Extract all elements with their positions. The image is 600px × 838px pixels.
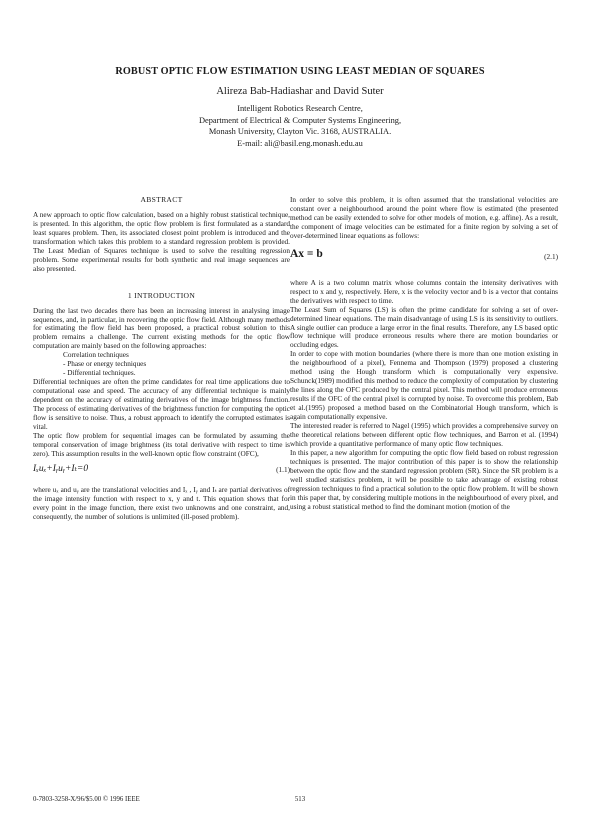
approach-list: [33, 351, 290, 378]
body-paragraph: In this paper, a new algorithm for computing the optic flow field based on robust regression techniques is presented. The major contribution of this paper is to show the relationship between the optic flow and the standard regression problem (SR). Since the SR problem is a well studied statistics problem, it will be possible to take advantage of existing robust regression techniques to find a practical solution to the optic flow problem. It will be shown in this paper that, by considering multiple motions in the neighbourhood of every pixel, and using a robust statistical method to find the dominant motion (motion of the: [290, 448, 558, 511]
left-column: [33, 196, 290, 522]
affiliation-line: Intelligent Robotics Research Centre,: [237, 104, 363, 113]
equation-number: (1.1): [276, 465, 290, 474]
paper-authors: Alireza Bab-Hadiashar and David Suter: [216, 86, 384, 97]
intro-paragraph: Differential techniques are often the prime candidates for real time applications due to computational ease and speed. The accuracy of any differential technique is mainly dependent on the accuracy of estimating derivatives of the image brightness function. The process of estimating derivatives of the brightness function for computing the optic flow is sensitive to noise. Thus, a robust approach to identify the corrupted estimates is vital.: [33, 378, 290, 431]
abstract-heading: ABSTRACT: [140, 195, 183, 204]
body-paragraph: In order to solve this problem, it is often assumed that the translational velocities are constant over a neighbourhood around the point where flow is estimated (the presented method can be easily extended to solve for other models of motion, e.g. affine). As a result, the component of image velocities can be estimated for a finite region by solving a set of over-determined linear equations as follows:: [290, 196, 558, 240]
equation-body: Iₓuₓ+Iᵧuᵧ+Iₜ=0: [33, 463, 89, 474]
intro-paragraph: During the last two decades there has been an increasing interest in analysing image sequences, and, in particular, in recovering the optic flow field. Although many methods for estimating the flow field has been proposed, a practical robust solution to this problem remains a challenge. The current existing methods for the optic flow computation are mainly based on the following approaches:: [33, 306, 290, 351]
list-item: - Phase or energy techniques: [63, 360, 147, 369]
equation-linear-system: [290, 247, 558, 271]
equation-body: Ax = b: [290, 247, 323, 260]
copyright-notice: 0-7803-3258-X/96/$5.00 © 1996 IEEE: [33, 796, 140, 803]
paper-title: ROBUST OPTIC FLOW ESTIMATION USING LEAST MEDIAN OF SQUARES: [115, 66, 485, 77]
page-number: 513: [294, 796, 306, 803]
body-paragraph: The Least Sum of Squares (LS) is often the prime candidate for solving a set of over-determined linear equations. The main disadvantage of using LS is its sensitivity to outliers. A single outlier can produce a large error in the final results. Therefore, any LS based optic flow technique will produce erroneous results where there are motion boundaries or occluding edges.: [290, 305, 558, 350]
equation-ofc: [33, 464, 290, 481]
right-column: [290, 196, 558, 512]
intro-paragraph: where uₓ and uᵧ are the translational velocities and Iₓ , Iᵧ and Iₜ are partial derivatives of the image intensity function with respect to x, y and t. This equation shows that for every point in the image function, there exist two unknowns and one constraint, and, consequently, the number of solutions is unlimited (ill-posed problem).: [33, 485, 290, 521]
author-affiliation: [40, 103, 560, 149]
abstract-text: A new approach to optic flow calculation, based on a highly robust statistical technique, is presented. In this algorithm, the optic flow problem is first formulated as a standard least squares problem. Then, its associated closest point problem is introduced and the transformation which takes this problem to a standard regression problem is provided. The Least Median of Squares technique is used to solve the resulting regression problem. Some experimental results for both synthetic and real image sequences are also presented.: [33, 210, 290, 273]
body-paragraph: In order to cope with motion boundaries (where there is more than one motion existing in the neighbourhood of a pixel), Fennema and Thompson (1979) proposed a clustering method using the Hough transform which is computationally very expensive. Schunck(1989) modified this method to reduce the complexity of computation by clustering the lines along the OFC produced by the central pixel. This method will produce erroneous results if the OFC of the central pixel is corrupted by noise. To overcome this problem, Bab et al.(1995) proposed a method based on the Combinatorial Hough transform, which is again computationally expensive.: [290, 350, 558, 422]
intro-paragraph: The optic flow problem for sequential images can be formulated by assuming the temporal conservation of image brightness (its total derivative with respect to time is zero). This assumption results in the well-known optic flow constraint (OFC),: [33, 431, 290, 458]
body-paragraph: The interested reader is referred to Nagel (1995) which provides a comprehensive survey on the theoretical relations between different optic flow techniques, and Barron et al. (1994) which provide a quantitative performance of many optic flow techniques.: [290, 422, 558, 448]
list-item: Correlation techniques: [63, 351, 129, 360]
equation-number: (2.1): [544, 252, 558, 261]
body-paragraph: where A is a two column matrix whose columns contain the intensity derivatives with respect to x and y, respectively. Here, x is the velocity vector and b is a vector that contains the derivatives with respect to time.: [290, 278, 558, 305]
list-item: - Differential techniques.: [63, 369, 136, 378]
introduction-heading: 1 INTRODUCTION: [127, 290, 196, 300]
affiliation-line: Monash University, Clayton Vic. 3168, AUSTRALIA.: [208, 127, 392, 137]
author-email: E-mail: ali@basil.eng.monash.edu.au: [237, 138, 363, 148]
affiliation-line: Department of Electrical & Computer Systems Engineering,: [198, 115, 402, 125]
